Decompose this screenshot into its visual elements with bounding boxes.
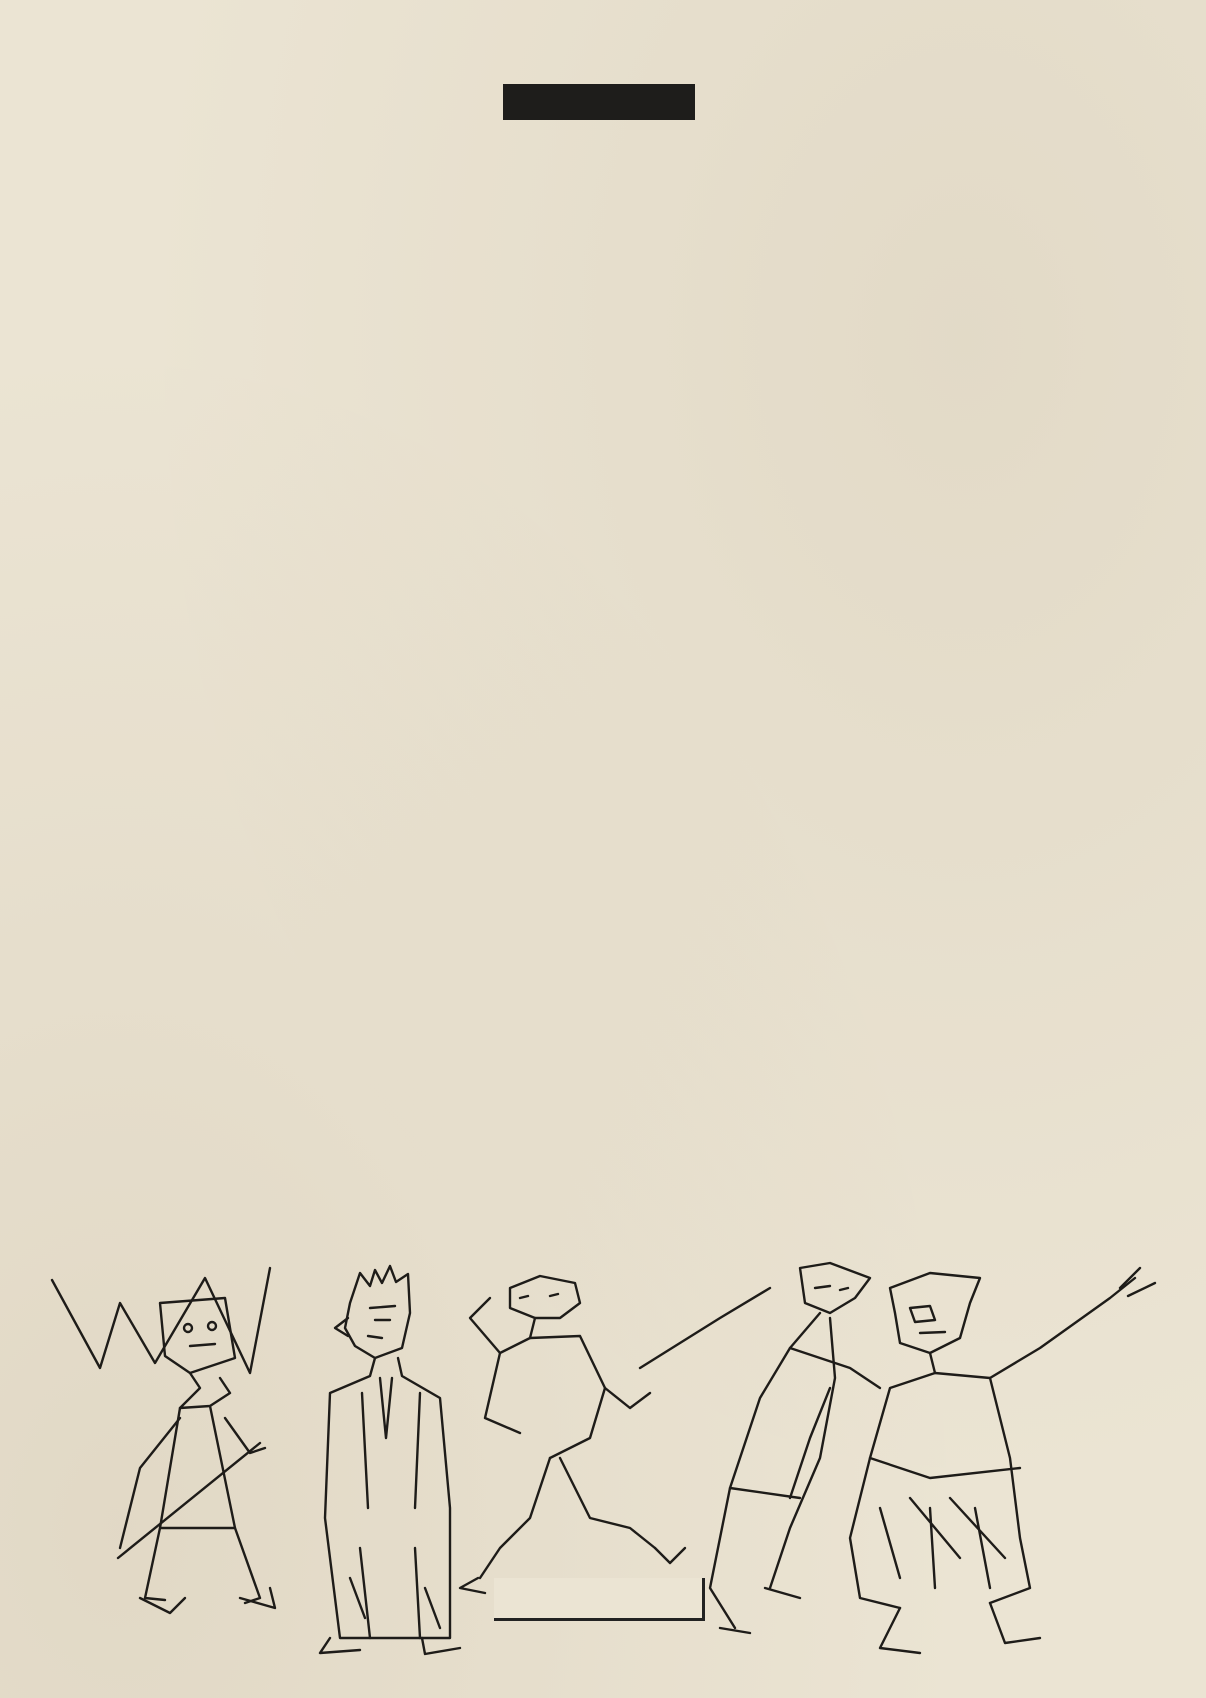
figure-woman-icon xyxy=(850,1268,1155,1653)
section-header-meubles xyxy=(503,84,695,120)
figure-square-head-icon xyxy=(52,1268,275,1613)
column-5 xyxy=(943,66,1141,1262)
column-4 xyxy=(724,66,920,1262)
column-2 xyxy=(278,66,472,1262)
column-1 xyxy=(54,66,248,1262)
figure-suit-man-icon xyxy=(320,1266,460,1654)
section-footer-divers xyxy=(494,1578,705,1621)
column-3 xyxy=(503,66,697,1262)
figure-dancing-man-icon xyxy=(460,1276,685,1593)
